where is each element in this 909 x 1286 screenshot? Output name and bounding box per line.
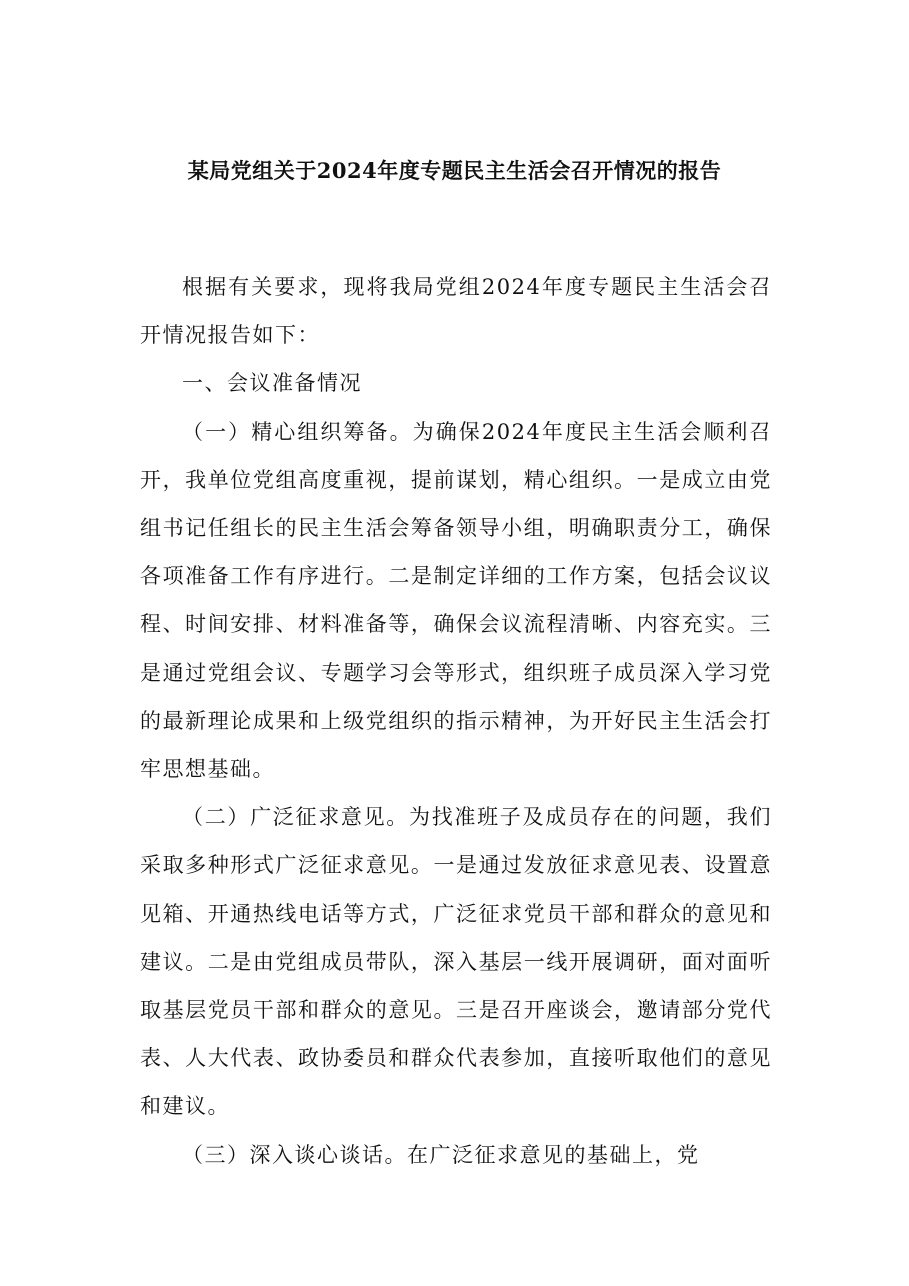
- paragraph-solicit-opinions: （二）广泛征求意见。为找准班子及成员存在的问题，我们采取多种形式广泛征求意见。一是通过发放征求意见表、设置意见箱、开通热线电话等方式，广泛征求党员干部和群众的意见和建议。二是由党组成员带队，深入基层一线开展调研，面对面听取基层党员干部和群众的意见。三是召开座谈会，邀请部分党代表、人大代表、政协委员和群众代表参加，直接听取他们的意见和建议。: [140, 805, 772, 1119]
- paragraph-heart-to-heart-talks: （三）深入谈心谈话。在广泛征求意见的基础上，党: [182, 1142, 700, 1167]
- paragraph-organize-preparation: （一）精心组织筹备。为确保2024年度民主生活会顺利召开，我单位党组高度重视，提前谋划，精心组织。一是成立由党组书记任组长的民主生活会筹备领导小组，明确职责分工，确保各项准备工作有序进行。二是制定详细的工作方案，包括会议议程、时间安排、材料准备等，确保会议流程清晰、内容充实。三是通过党组会议、专题学习会等形式，组织班子成员深入学习党的最新理论成果和上级党组织的指示精神，为开好民主生活会打牢思想基础。: [140, 419, 772, 782]
- intro-paragraph: 根据有关要求，现将我局党组2024年度专题民主生活会召开情况报告如下：: [140, 275, 772, 348]
- document-body: [140, 263, 772, 1179]
- section-heading-preparation: 一、会议准备情况: [182, 371, 362, 396]
- document-title: 某局党组关于2024年度专题民主生活会召开情况的报告: [187, 158, 722, 183]
